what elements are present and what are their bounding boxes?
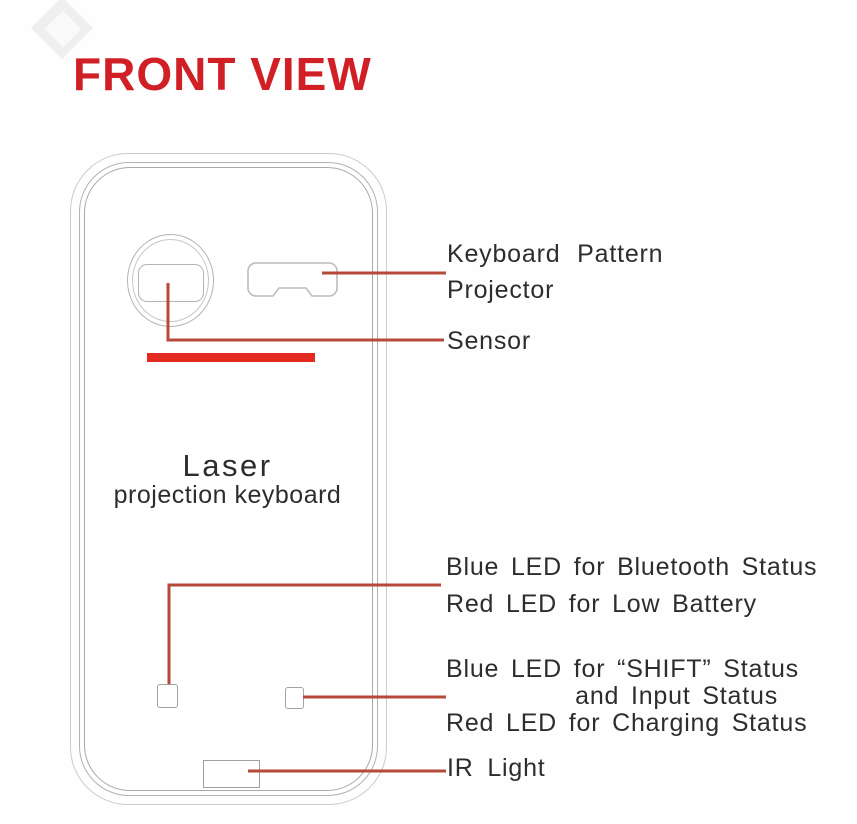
label-keyboard-pattern-projector — [447, 236, 663, 308]
label-led-bottom-line1: Blue LED for “SHIFT” Status — [446, 655, 799, 683]
device-name-line2: projection keyboard — [113, 481, 342, 509]
label-sensor — [447, 326, 531, 356]
label-led-bottom — [446, 656, 807, 737]
label-sensor-text: Sensor — [447, 327, 532, 355]
device-name-line1: Laser — [182, 448, 273, 483]
page-title: FRONT VIEW — [73, 48, 372, 100]
label-projector-line1: Keyboard Pattern — [447, 240, 664, 268]
label-ir-light — [447, 753, 546, 783]
label-projector-line2: Projector — [447, 276, 555, 304]
label-led-top — [446, 549, 817, 623]
sensor-window — [138, 264, 204, 302]
label-led-bottom-line2: and Input Status — [575, 682, 778, 710]
ir-light-window — [203, 760, 260, 788]
label-led-top-line2: Red LED for Low Battery — [446, 590, 757, 618]
label-led-top-line1: Blue LED for Bluetooth Status — [446, 553, 818, 581]
status-led-right — [285, 687, 304, 709]
status-led-left — [157, 684, 178, 708]
device-name — [70, 449, 385, 508]
label-ir-text: IR Light — [447, 754, 546, 782]
laser-aperture-bar — [147, 353, 315, 362]
label-led-bottom-line3: Red LED for Charging Status — [446, 709, 808, 737]
